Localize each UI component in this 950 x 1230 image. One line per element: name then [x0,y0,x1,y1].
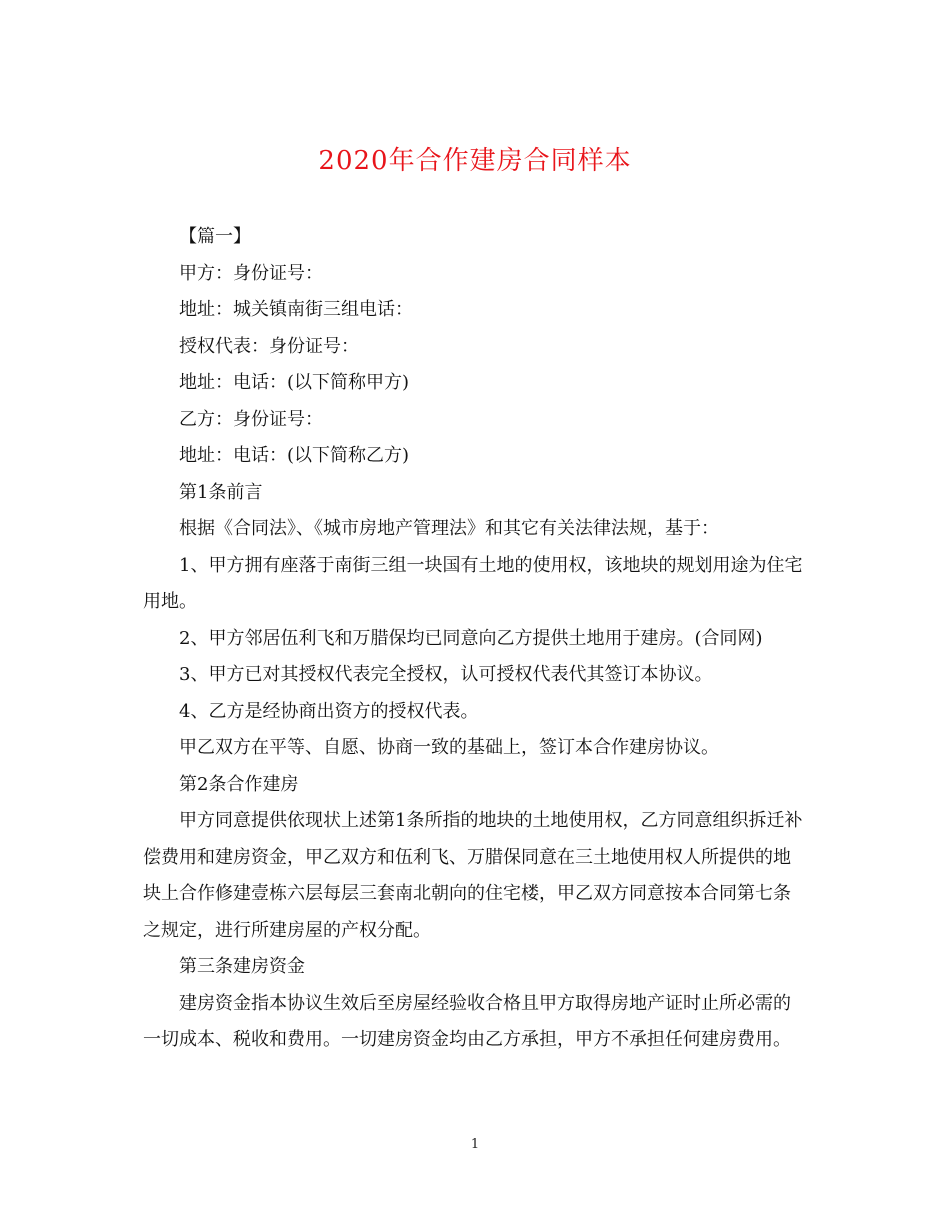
paragraph: 地址：电话：(以下简称乙方) [179,445,410,466]
paragraph: 【篇一】 [179,226,251,247]
paragraph: 3、甲方已对其授权代表完全授权，认可授权代表代其签订本协议。 [179,664,713,685]
paragraph: 甲方：身份证号： [179,262,323,284]
section-heading: 第2条合作建房 [179,773,299,795]
paragraph: 甲方同意提供依现状上述第1条所指的地块的土地使用权，乙方同意组织拆迁补偿费用和建房资金，甲乙双方和伍利飞、万腊保同意在三土地使用权人所提供的地块上合作修建壹栋六层每层三套南北朝向的住宅楼，甲乙双方同意按本合同第七条之规定，进行所建房屋的产权分配。 [143,810,803,941]
section-heading: 第1条前言 [179,481,263,503]
section-heading: 第三条建房资金 [179,956,305,977]
paragraph: 乙方：身份证号： [179,408,323,430]
page-number: 1 [470,1137,480,1152]
paragraph: 建房资金指本协议生效后至房屋经验收合格且甲方取得房地产证时止所必需的一切成本、税收和费用。一切建房资金均由乙方承担，甲方不承担任何建房费用。 [143,992,791,1050]
paragraph: 甲乙双方在平等、自愿、协商一致的基础上，签订本合作建房协议。 [179,737,719,758]
document-body [143,219,807,1059]
paragraph: 地址：城关镇南街三组电话： [179,299,413,320]
document-title: 2020年合作建房合同样本 [318,146,632,176]
paragraph: 授权代表：身份证号： [179,335,359,357]
paragraph: 4、乙方是经协商出资方的授权代表。 [179,700,479,722]
paragraph: 根据《合同法》、《城市房地产管理法》和其它有关法律法规，基于： [179,518,719,539]
paragraph: 1、甲方拥有座落于南街三组一块国有土地的使用权，该地块的规划用途为住宅用地。 [143,554,803,612]
paragraph: 2、甲方邻居伍利飞和万腊保均已同意向乙方提供土地用于建房。(合同网) [179,627,763,649]
paragraph: 地址：电话：(以下简称甲方) [179,372,410,393]
